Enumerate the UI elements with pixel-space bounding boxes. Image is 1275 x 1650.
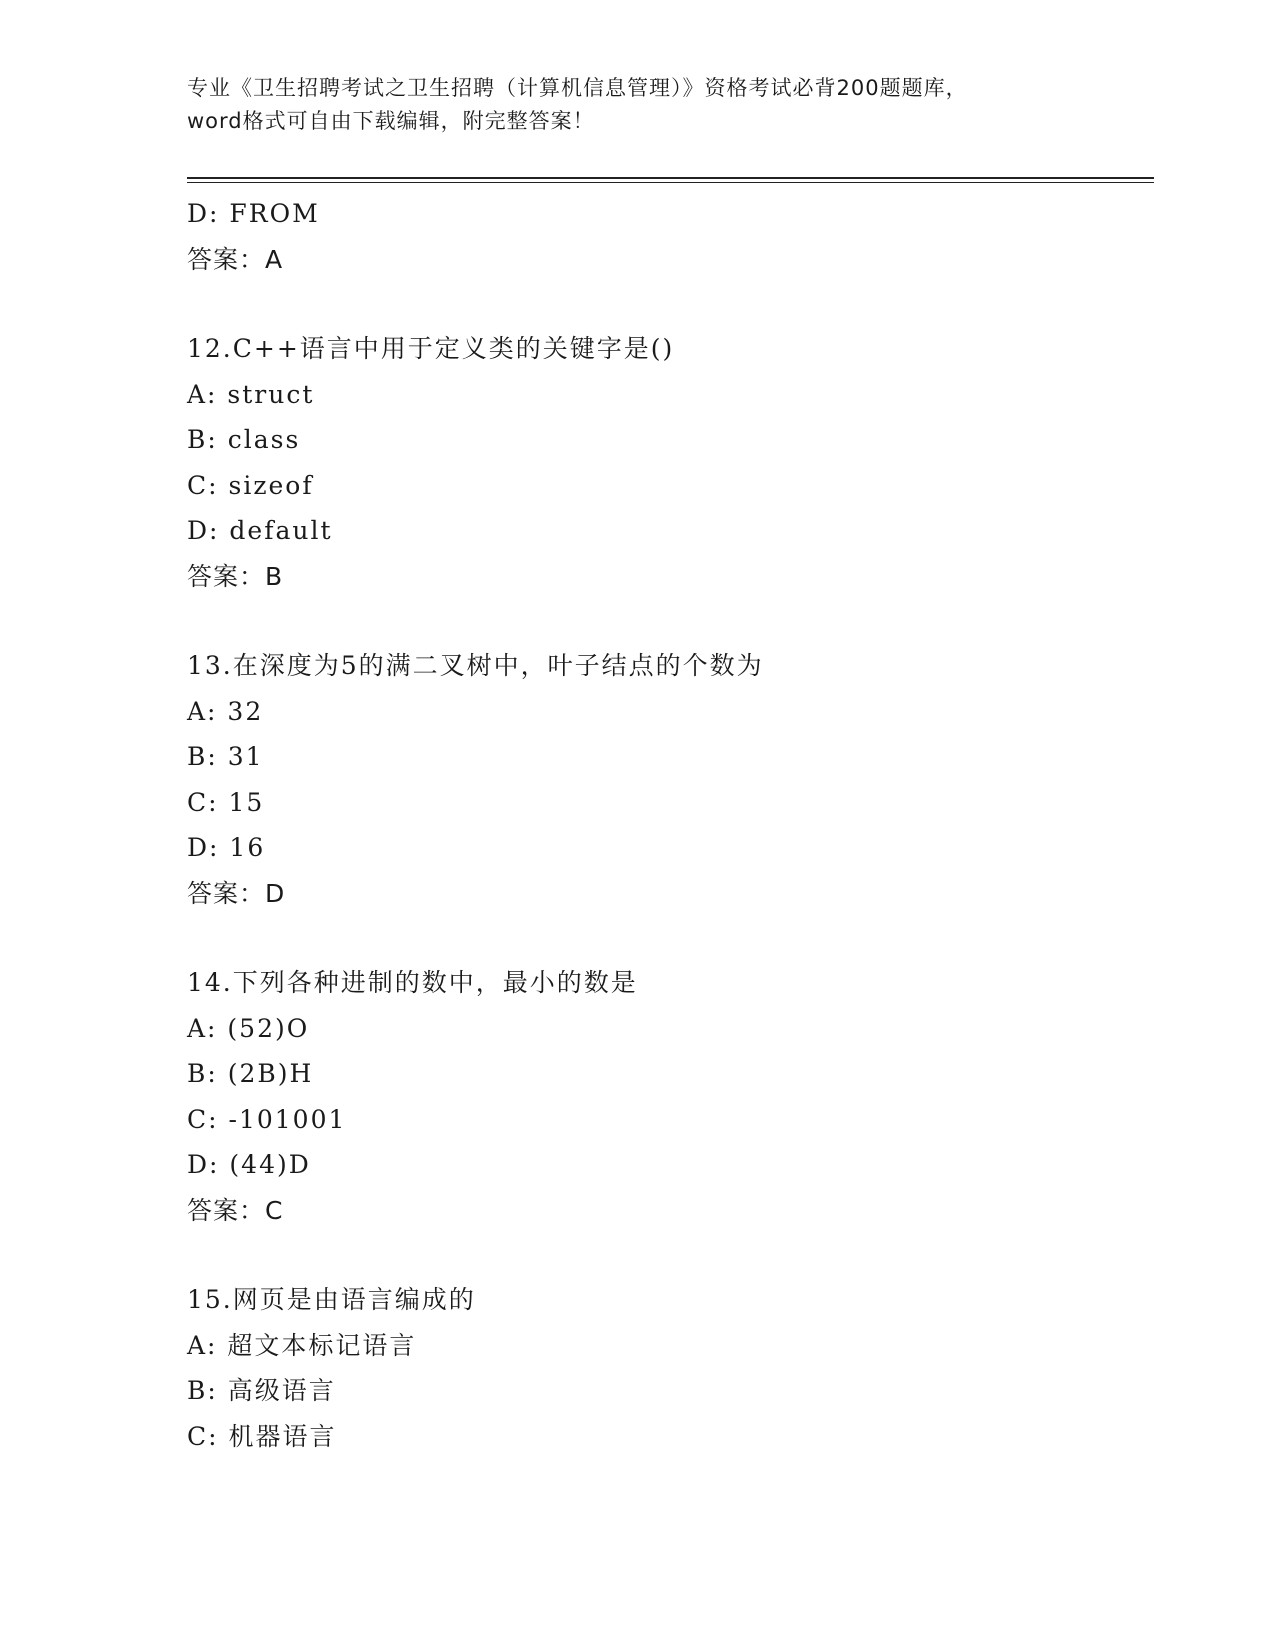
header-line-2: word格式可自由下载编辑，附完整答案！ — [187, 109, 595, 133]
option-c: C: -101001 — [187, 1104, 347, 1134]
option-b: B: 31 — [187, 742, 264, 771]
option-d: D: (44)D — [187, 1150, 311, 1179]
option-b: B: (2B)H — [187, 1059, 314, 1088]
question-stem: 15.网页是由语言编成的 — [187, 1285, 476, 1314]
option-a: A: struct — [187, 379, 315, 409]
option-c: C: sizeof — [187, 470, 314, 500]
question-list — [187, 191, 1147, 1459]
header-rule-thin — [187, 182, 1154, 183]
option-b: B: 高级语言 — [187, 1376, 336, 1405]
option-d: D: default — [187, 516, 333, 545]
answer-line: 答案：C — [187, 1195, 284, 1225]
option-a: A: 超文本标记语言 — [187, 1330, 417, 1360]
option-d: D: 16 — [187, 833, 266, 862]
question-stem: 14.下列各种进制的数中，最小的数是 — [187, 968, 638, 997]
document-header — [187, 72, 1087, 138]
option-c: C: 机器语言 — [187, 1421, 337, 1451]
option-d: D: FROM — [187, 199, 320, 228]
question-12 — [187, 326, 1147, 599]
option-b: B: class — [187, 425, 301, 454]
question-stem: 12.C++语言中用于定义类的关键字是() — [187, 334, 675, 363]
option-a: A: 32 — [187, 696, 264, 726]
answer-line: 答案：A — [187, 244, 284, 274]
question-14 — [187, 960, 1147, 1233]
question-15 — [187, 1277, 1147, 1459]
option-c: C: 15 — [187, 787, 265, 817]
header-line-1: 专业《卫生招聘考试之卫生招聘（计算机信息管理）》资格考试必背200题题库， — [187, 76, 968, 100]
question-13 — [187, 643, 1147, 916]
previous-question-tail — [187, 191, 1147, 282]
question-stem: 13.在深度为5的满二叉树中，叶子结点的个数为 — [187, 651, 764, 680]
answer-line: 答案：B — [187, 561, 284, 591]
option-a: A: (52)O — [187, 1013, 310, 1043]
header-rule-thick — [187, 177, 1154, 179]
answer-line: 答案：D — [187, 878, 286, 908]
